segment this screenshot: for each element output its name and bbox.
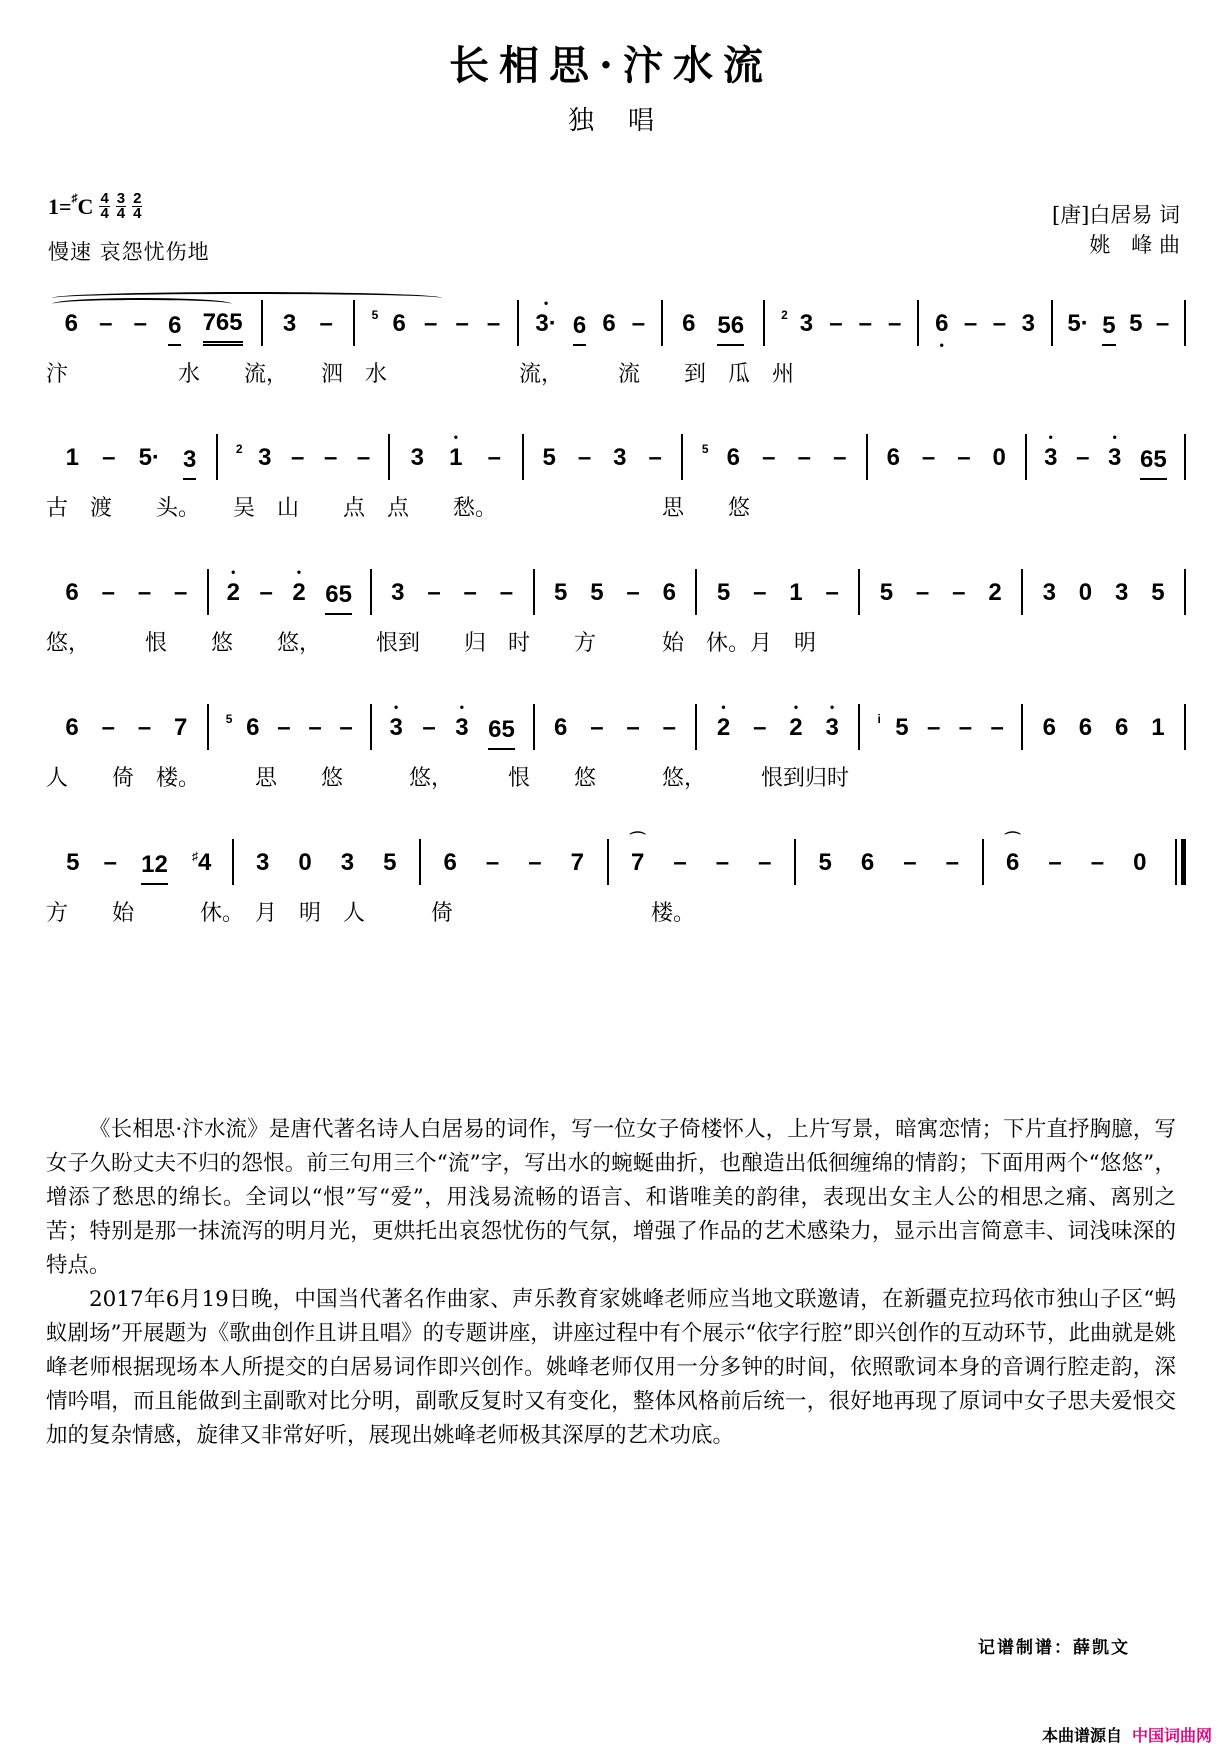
source-label: 本曲谱源自 [1041,1726,1122,1745]
key-signature [48,192,142,221]
time-signature-4-4: $\frac{4}{4}$ [100,190,109,222]
lyricist: [唐]白居易 词 [1051,203,1180,227]
transcriber-credit: 记谱制谱：薛凯文 [978,1638,1130,1658]
measure: 5 6 – – [818,849,959,876]
measure: 5 – – 2 [879,579,1002,606]
measure: • 2 – • 2 65 [209,565,370,615]
score-line-4 [46,700,1186,796]
measure: 5 6 – – – [225,712,353,741]
measure: 2 3 – – – [235,442,371,471]
measure: 5· 5 5 – [1053,296,1184,346]
article-paragraph: 《长相思·汴水流》是唐代著名诗人白居易的词作，写一位女子倚楼怀人，上片写景，暗寓恋情；下片直抒胸臆，写女子久盼丈夫不归的怨恨。前三句用三个“流”字，写出水的蜿蜒曲折，也酿造出低徊缠绵的情韵；下面用两个“悠悠”，增添了愁思的绵长。全词以“恨”写“爱”，用浅易流畅的语言、和谐唯美的韵律，表现出女主人公的相思之痛、离别之苦；特别是那一抹流泻的明月光，更烘托出哀怨忧伤的气氛，增强了作品的艺术感染力，显示出言简意丰、词浅味深的特点。 [46,1117,1176,1278]
measure: 6 – – 7 [65,714,188,741]
sharp-sign: ♯ [71,191,78,205]
measure: 6 – – 0 [886,444,1006,471]
tempo-marking: 慢速 哀怨忧伤地 [48,240,210,264]
song-title: 长相思·汴水流 [449,42,773,89]
measure: • 3 – • 3 65 [372,700,533,750]
lyrics-line: 人 倚 楼。 思 悠 悠， 恨 悠 悠， 恨到归时 [46,765,850,791]
measure: 5 – 3 – [542,444,662,471]
measure: 6 – – 7 [443,849,584,876]
score-line-2 [46,430,1186,526]
measure: 6 – – 6 765 [46,296,261,346]
measure: i 5 – – – [877,712,1004,741]
measure: 3 – – – [391,579,514,606]
composer: 姚 峰 曲 [1089,233,1180,257]
score-line-3 [46,565,1186,661]
measure: 3 0 3 5 [256,849,397,876]
key-prefix: 1= [48,193,72,219]
measure: • 3· 6 6 – [519,296,661,346]
measure: 5 – 1 – [716,579,839,606]
measure: ⌒ 6 – – 0 [984,835,1170,885]
article-body [46,1113,1176,1453]
measure: 6 – – – [65,579,188,606]
measure: 5 5 – 6 [554,579,676,606]
measure: ⌒ 7 – – – [609,835,795,885]
source-credit [1042,1723,1212,1746]
measure: 3 – [282,310,333,337]
measure: • 3 – • 3 65 [1027,430,1184,480]
measure: 5 6 – – – [701,442,847,471]
measure: 5 – 12 ♯4 [46,835,232,885]
time-signature-3-4: $\frac{3}{4}$ [116,190,126,222]
score-line-1 [46,296,1186,392]
measure: 6 56 [663,296,763,346]
source-brand-link[interactable]: 中国词曲网 [1131,1726,1212,1745]
measure: 5 6 – – – [371,308,501,337]
lyrics-line: 古 渡 头。 吴 山 点 点 愁。 思 悠 [46,495,751,521]
score-line-5 [46,835,1186,931]
lyrics-line: 方 始 休。 月 明 人 倚 楼。 [46,900,696,926]
lyrics-line: 汴 水 流， 泗 水 流， 流 到 瓜 州 [46,361,795,387]
measure: 2 3 – – – [781,308,902,337]
measure: 6 • – – 3 [919,296,1050,346]
measure: 1 – 5· 3 [46,430,216,480]
measure: 3 0 3 5 [1042,579,1165,606]
final-barline [1175,839,1186,885]
performance-type: 独唱 [567,106,688,136]
measure: 6 6 6 1 [1042,714,1165,741]
key-note: C [77,193,94,219]
article-paragraph: 2017年6月19日晚，中国当代著名作曲家、声乐教育家姚峰老师应当地文联邀请，在新疆克拉玛依市独山子区“蚂蚁剧场”开展题为《歌曲创作且讲且唱》的专题讲座，讲座过程中有个展示“依字行腔”即兴创作的互动环节，此曲就是姚峰老师根据现场本人所提交的白居易词作即兴创作。姚峰老师仅用一分多钟的时间，依照歌词本身的音调行腔走韵，深情吟唱，而且能做到主副歌对比分明，副歌反复时又有变化，整体风格前后统一，很好地再现了原词中女子思夫爱恨交加的复杂情感，旋律又非常好听，展现出姚峰老师极其深厚的艺术功底。 [46,1287,1176,1448]
credits [1052,200,1180,260]
lyrics-line: 悠， 恨 悠 悠， 恨到 归 时 方 始 休。月 明 [46,630,817,656]
measure: 6 – – – [554,714,676,741]
measure: • 2 – • 2 • 3 [697,700,858,750]
time-signature-2-4: $\frac{2}{4}$ [133,190,142,222]
measure: 3 • 1 – [390,430,522,480]
